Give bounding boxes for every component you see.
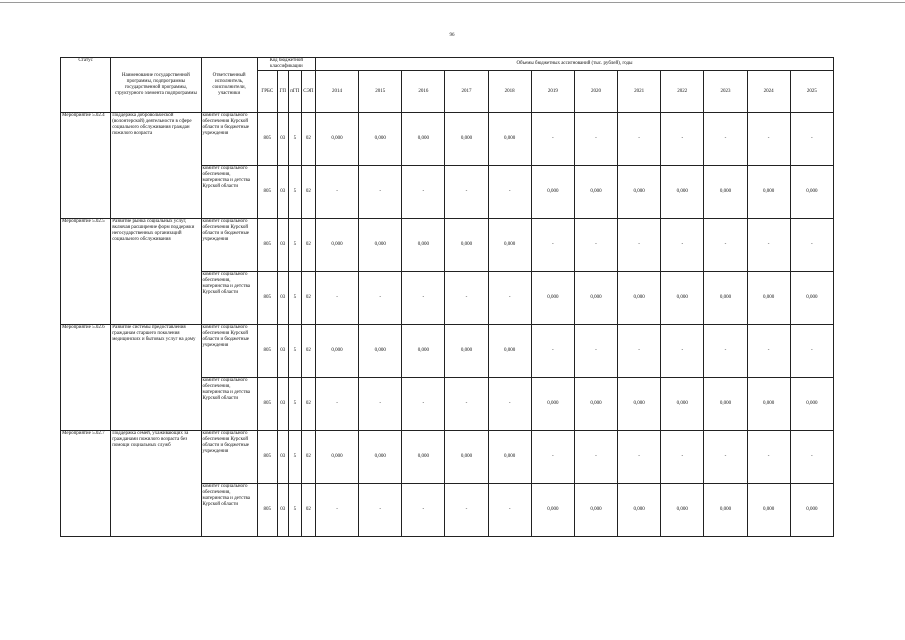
header-year: 2016	[402, 71, 445, 113]
value-cell: 0,000	[574, 272, 617, 325]
value-cell: -	[661, 325, 704, 378]
header-code-col: пГП	[288, 71, 301, 113]
value-cell: -	[315, 272, 358, 325]
value-cell: 0,000	[315, 113, 358, 166]
value-cell: -	[790, 325, 833, 378]
value-cell: 0,000	[531, 378, 574, 431]
header-code-col: СЭП	[301, 71, 315, 113]
code-cell: 03	[277, 166, 288, 219]
header-year: 2020	[574, 71, 617, 113]
page-number: 96	[449, 33, 455, 38]
header-status: Статус	[61, 58, 111, 113]
value-cell: 0,000	[488, 113, 531, 166]
value-cell: 0,000	[747, 272, 790, 325]
value-cell: 0,000	[790, 484, 833, 537]
header-year: 2022	[661, 71, 704, 113]
value-cell: -	[445, 484, 488, 537]
code-cell: 03	[277, 219, 288, 272]
code-cell: 02	[301, 484, 315, 537]
value-cell: 0,000	[704, 484, 747, 537]
value-cell: -	[574, 325, 617, 378]
responsible-cell: комитет социального обеспечения Курской области и бюджетные учреждения	[201, 325, 257, 378]
code-cell: 02	[301, 219, 315, 272]
measure-status: Мероприятие 5.02.6	[61, 325, 111, 431]
responsible-cell: комитет социального обеспечения, материнства и детства Курской области	[201, 166, 257, 219]
value-cell: -	[531, 113, 574, 166]
value-cell: 0,000	[618, 378, 661, 431]
value-cell: 0,000	[359, 431, 402, 484]
value-cell: -	[747, 113, 790, 166]
code-cell: 5	[288, 378, 301, 431]
value-cell: 0,000	[661, 484, 704, 537]
code-cell: 5	[288, 484, 301, 537]
header-year: 2015	[359, 71, 402, 113]
value-cell: -	[618, 113, 661, 166]
responsible-cell: комитет социального обеспечения, материнства и детства Курской области	[201, 484, 257, 537]
value-cell: 0,000	[790, 378, 833, 431]
value-cell: 0,000	[747, 378, 790, 431]
header-name: Наименование государственной программы, подпрограммы государственной программы, структурного элемента подпрограммы	[111, 58, 201, 113]
code-cell: 02	[301, 166, 315, 219]
code-cell: 03	[277, 431, 288, 484]
header-year: 2021	[618, 71, 661, 113]
value-cell: -	[315, 378, 358, 431]
value-cell: -	[574, 113, 617, 166]
value-cell: 0,000	[618, 484, 661, 537]
value-cell: 0,000	[574, 166, 617, 219]
value-cell: -	[359, 484, 402, 537]
value-cell: 0,000	[661, 166, 704, 219]
value-cell: 0,000	[488, 219, 531, 272]
header-year: 2014	[315, 71, 358, 113]
code-cell: 5	[288, 166, 301, 219]
measure-status: Мероприятие 5.02.7	[61, 431, 111, 537]
value-cell: -	[531, 431, 574, 484]
code-cell: 5	[288, 113, 301, 166]
value-cell: 0,000	[704, 166, 747, 219]
code-cell: 805	[257, 166, 277, 219]
header-volumes: Объемы бюджетных ассигнований (тыс. рублей), годы	[315, 58, 833, 71]
value-cell: -	[402, 378, 445, 431]
value-cell: -	[661, 113, 704, 166]
value-cell: -	[488, 484, 531, 537]
code-cell: 805	[257, 325, 277, 378]
code-cell: 805	[257, 219, 277, 272]
code-cell: 805	[257, 272, 277, 325]
header-code-col: ГРБС	[257, 71, 277, 113]
value-cell: -	[488, 272, 531, 325]
value-cell: -	[790, 113, 833, 166]
code-cell: 5	[288, 272, 301, 325]
budget-table	[60, 57, 834, 537]
value-cell: 0,000	[661, 378, 704, 431]
code-cell: 03	[277, 484, 288, 537]
value-cell: -	[618, 431, 661, 484]
value-cell: -	[402, 166, 445, 219]
header-responsible: Ответственный исполнитель, соисполнители, участники	[201, 58, 257, 113]
value-cell: 0,000	[402, 431, 445, 484]
value-cell: 0,000	[402, 219, 445, 272]
code-cell: 03	[277, 325, 288, 378]
value-cell: -	[488, 378, 531, 431]
value-cell: 0,000	[315, 219, 358, 272]
value-cell: 0,000	[618, 166, 661, 219]
value-cell: -	[445, 166, 488, 219]
value-cell: 0,000	[402, 325, 445, 378]
value-cell: 0,000	[359, 113, 402, 166]
header-row-1	[61, 58, 834, 71]
table-row	[61, 325, 834, 378]
header-year: 2024	[747, 71, 790, 113]
responsible-cell: комитет социального обеспечения Курской области и бюджетные учреждения	[201, 219, 257, 272]
header-year: 2019	[531, 71, 574, 113]
value-cell: -	[747, 219, 790, 272]
value-cell: 0,000	[402, 113, 445, 166]
code-cell: 02	[301, 113, 315, 166]
value-cell: -	[747, 431, 790, 484]
header-year: 2017	[445, 71, 488, 113]
header-budget-code: Код бюджетной классификации	[257, 58, 315, 71]
value-cell: 0,000	[445, 325, 488, 378]
code-cell: 5	[288, 325, 301, 378]
value-cell: 0,000	[445, 113, 488, 166]
table-row	[61, 431, 834, 484]
value-cell: 0,000	[359, 219, 402, 272]
code-cell: 5	[288, 431, 301, 484]
value-cell: 0,000	[661, 272, 704, 325]
value-cell: -	[661, 431, 704, 484]
value-cell: -	[790, 219, 833, 272]
value-cell: 0,000	[315, 325, 358, 378]
value-cell: -	[488, 166, 531, 219]
value-cell: -	[574, 219, 617, 272]
code-cell: 5	[288, 219, 301, 272]
value-cell: 0,000	[704, 272, 747, 325]
value-cell: -	[747, 325, 790, 378]
responsible-cell: комитет социального обеспечения Курской области и бюджетные учреждения	[201, 431, 257, 484]
table-row	[61, 113, 834, 166]
value-cell: -	[704, 113, 747, 166]
value-cell: -	[574, 431, 617, 484]
value-cell: -	[531, 219, 574, 272]
header-year: 2018	[488, 71, 531, 113]
value-cell: 0,000	[790, 166, 833, 219]
value-cell: -	[661, 219, 704, 272]
value-cell: -	[445, 272, 488, 325]
code-cell: 805	[257, 378, 277, 431]
value-cell: 0,000	[618, 272, 661, 325]
value-cell: 0,000	[747, 166, 790, 219]
header-year: 2025	[790, 71, 833, 113]
header-year: 2023	[704, 71, 747, 113]
table-row	[61, 219, 834, 272]
value-cell: 0,000	[315, 431, 358, 484]
value-cell: -	[704, 219, 747, 272]
value-cell: 0,000	[704, 378, 747, 431]
value-cell: -	[315, 166, 358, 219]
code-cell: 03	[277, 378, 288, 431]
table-body	[61, 113, 834, 537]
measure-status: Мероприятие 5.02.5	[61, 219, 111, 325]
code-cell: 02	[301, 272, 315, 325]
top-rule	[0, 2, 905, 3]
value-cell: -	[704, 431, 747, 484]
value-cell: -	[618, 219, 661, 272]
value-cell: 0,000	[531, 484, 574, 537]
value-cell: 0,000	[445, 219, 488, 272]
responsible-cell: комитет социального обеспечения, материнства и детства Курской области	[201, 272, 257, 325]
code-cell: 02	[301, 431, 315, 484]
value-cell: -	[618, 325, 661, 378]
code-cell: 03	[277, 113, 288, 166]
value-cell: -	[315, 484, 358, 537]
value-cell: -	[359, 166, 402, 219]
responsible-cell: комитет социального обеспечения Курской области и бюджетные учреждения	[201, 113, 257, 166]
code-cell: 805	[257, 113, 277, 166]
value-cell: 0,000	[790, 272, 833, 325]
value-cell: 0,000	[531, 272, 574, 325]
value-cell: 0,000	[488, 325, 531, 378]
measure-name: Поддержка семей, ухаживающих за гражданами пожилого возраста без помощи социальных служб	[111, 431, 201, 537]
value-cell: -	[531, 325, 574, 378]
measure-name: Поддержка добровольческой (волонтерской) деятельности в сфере социального обслуживания граждан пожилого возраста	[111, 113, 201, 219]
value-cell: -	[402, 272, 445, 325]
code-cell: 02	[301, 325, 315, 378]
value-cell: -	[790, 431, 833, 484]
value-cell: 0,000	[574, 484, 617, 537]
value-cell: 0,000	[747, 484, 790, 537]
measure-name: Развитие системы предоставления гражданам старшего поколения медицинских и бытовых услуг на дому	[111, 325, 201, 431]
value-cell: 0,000	[488, 431, 531, 484]
value-cell: 0,000	[359, 325, 402, 378]
code-cell: 805	[257, 431, 277, 484]
code-cell: 805	[257, 484, 277, 537]
value-cell: -	[445, 378, 488, 431]
value-cell: 0,000	[574, 378, 617, 431]
header-code-col: ГП	[277, 71, 288, 113]
responsible-cell: комитет социального обеспечения, материнства и детства Курской области	[201, 378, 257, 431]
value-cell: 0,000	[531, 166, 574, 219]
code-cell: 03	[277, 272, 288, 325]
value-cell: -	[402, 484, 445, 537]
measure-status: Мероприятие 5.02.4	[61, 113, 111, 219]
value-cell: -	[704, 325, 747, 378]
value-cell: -	[359, 378, 402, 431]
value-cell: -	[359, 272, 402, 325]
measure-name: Развитие рынка социальных услуг, включая расширение форм поддержки негосударственных организаций социального обслуживания	[111, 219, 201, 325]
code-cell: 02	[301, 378, 315, 431]
value-cell: 0,000	[445, 431, 488, 484]
